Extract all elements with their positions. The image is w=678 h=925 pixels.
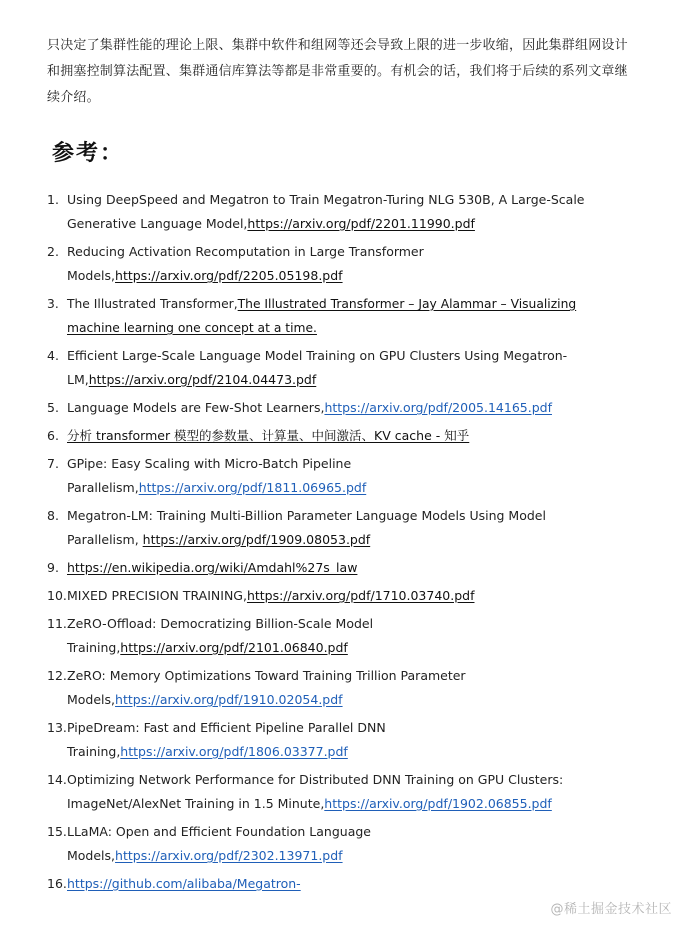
reference-number: 4. bbox=[47, 348, 59, 363]
reference-text: Language Models are Few-Shot Learners, bbox=[67, 400, 325, 415]
reference-item bbox=[47, 504, 632, 552]
reference-text: Reducing Activation Recomputation in Large Transformer Models, bbox=[67, 244, 424, 283]
reference-text: Megatron-LM: Training Multi-Billion Parameter Language Models Using Model Parallelism, bbox=[67, 508, 546, 547]
reference-link[interactable]: https://arxiv.org/pdf/2205.05198.pdf bbox=[115, 268, 343, 283]
reference-item bbox=[47, 396, 632, 420]
watermark: @稀土掘金技术社区 bbox=[550, 902, 672, 917]
reference-item bbox=[47, 768, 632, 816]
reference-number: 3. bbox=[47, 297, 59, 311]
reference-item bbox=[47, 872, 632, 896]
reference-item bbox=[47, 612, 632, 660]
reference-text: PipeDream: Fast and Efficient Pipeline Parallel DNN Training, bbox=[67, 720, 386, 759]
reference-text: MIXED PRECISION TRAINING, bbox=[67, 588, 247, 603]
reference-number: 1. bbox=[47, 192, 59, 207]
reference-number: 2. bbox=[47, 244, 59, 259]
reference-link[interactable]: https://arxiv.org/pdf/1902.06855.pdf bbox=[324, 796, 552, 811]
reference-link[interactable]: 分析 transformer 模型的参数量、计算量、中间激活、KV cache - 知乎 bbox=[67, 428, 470, 443]
reference-link[interactable]: https://arxiv.org/pdf/2101.06840.pdf bbox=[120, 640, 348, 655]
reference-link[interactable]: https://arxiv.org/pdf/2201.11990.pdf bbox=[247, 216, 475, 231]
reference-link[interactable]: https://arxiv.org/pdf/1811.06965.pdf bbox=[138, 480, 367, 495]
reference-item bbox=[47, 556, 632, 580]
reference-text: The Illustrated Transformer, bbox=[67, 297, 238, 311]
reference-item bbox=[47, 424, 632, 448]
reference-item bbox=[47, 344, 632, 392]
reference-item bbox=[47, 188, 632, 236]
reference-item bbox=[47, 664, 632, 712]
reference-item bbox=[47, 584, 632, 608]
reference-link[interactable]: https://arxiv.org/pdf/1710.03740.pdf bbox=[246, 588, 475, 603]
reference-text: ZeRO-Offload: Democratizing Billion-Scale Model Training, bbox=[67, 616, 374, 655]
reference-item bbox=[47, 292, 632, 340]
reference-number: 7. bbox=[47, 456, 59, 471]
reference-link[interactable]: https://arxiv.org/pdf/1910.02054.pdf bbox=[115, 692, 343, 707]
reference-list bbox=[47, 188, 632, 900]
reference-number: 14. bbox=[47, 772, 67, 787]
reference-number: 9. bbox=[47, 560, 59, 575]
reference-link[interactable]: https://arxiv.org/pdf/2104.04473.pdf bbox=[88, 372, 317, 387]
reference-link[interactable]: https://github.com/alibaba/Megatron- bbox=[67, 876, 301, 891]
reference-text: GPipe: Easy Scaling with Micro-Batch Pipeline Parallelism, bbox=[67, 456, 352, 495]
reference-item bbox=[47, 240, 632, 288]
reference-number: 10. bbox=[47, 588, 67, 603]
reference-item bbox=[47, 716, 632, 764]
reference-number: 11. bbox=[47, 616, 67, 631]
reference-text: Efficient Large-Scale Language Model Training on GPU Clusters Using Megatron-LM, bbox=[67, 348, 568, 387]
reference-text: LLaMA: Open and Efficient Foundation Language Models, bbox=[67, 824, 371, 863]
reference-link[interactable]: https://arxiv.org/pdf/1806.03377.pdf bbox=[120, 744, 348, 759]
reference-link[interactable]: https://arxiv.org/pdf/1909.08053.pdf bbox=[142, 532, 371, 547]
references-heading: 参考： bbox=[52, 141, 125, 166]
reference-text: ZeRO: Memory Optimizations Toward Training Trillion Parameter Models, bbox=[67, 668, 466, 707]
reference-number: 16. bbox=[47, 876, 67, 891]
reference-number: 8. bbox=[47, 508, 59, 523]
intro-paragraph: 只决定了集群性能的理论上限、集群中软件和组网等还会导致上限的进一步收缩，因此集群组网设计和拥塞控制算法配置、集群通信库算法等都是非常重要的。有机会的话，我们将于后续的系列文章继续介绍。 bbox=[47, 38, 628, 105]
reference-item bbox=[47, 820, 632, 868]
reference-number: 15. bbox=[47, 824, 67, 839]
reference-link[interactable]: https://arxiv.org/pdf/2005.14165.pdf bbox=[324, 400, 552, 415]
reference-number: 5. bbox=[47, 400, 59, 415]
reference-number: 12. bbox=[47, 668, 67, 683]
reference-text: Using DeepSpeed and Megatron to Train Megatron-Turing NLG 530B, A Large-Scale Generative Language Model, bbox=[67, 192, 585, 231]
reference-text: Optimizing Network Performance for Distributed DNN Training on GPU Clusters: ImageNet/AlexNet Training in 1.5 Minute, bbox=[67, 772, 564, 811]
reference-link[interactable]: The Illustrated Transformer – Jay Alammar – Visualizing machine learning one concept at a time. bbox=[67, 297, 577, 335]
reference-number: 6. bbox=[47, 428, 59, 443]
reference-item bbox=[47, 452, 632, 500]
reference-number: 13. bbox=[47, 720, 67, 735]
reference-link[interactable]: https://en.wikipedia.org/wiki/Amdahl%27s_law bbox=[67, 560, 358, 575]
reference-link[interactable]: https://arxiv.org/pdf/2302.13971.pdf bbox=[115, 848, 343, 863]
